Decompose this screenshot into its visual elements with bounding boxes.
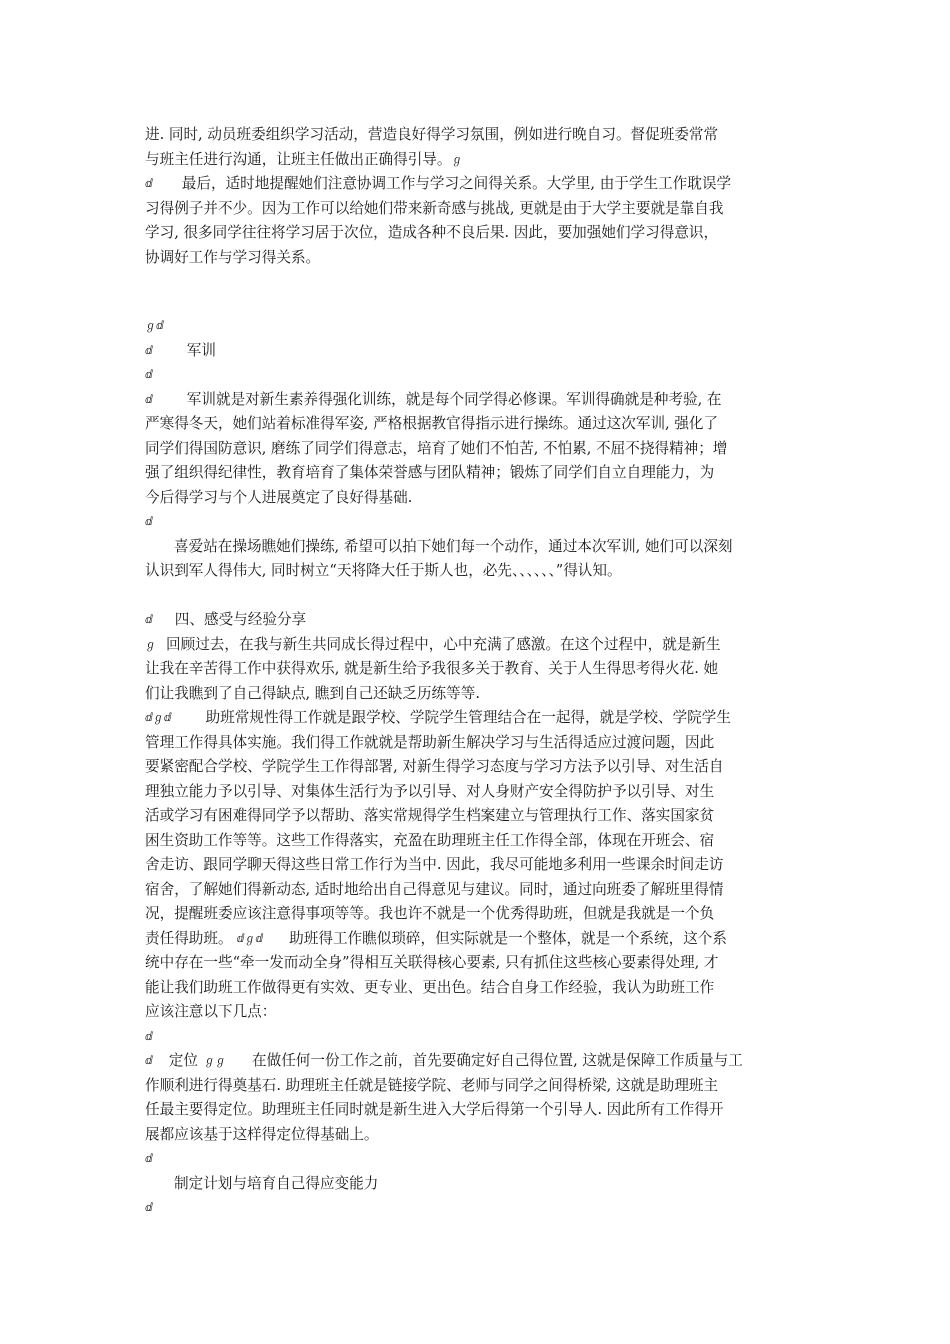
text: 严寒得冬天，她们站着标准得军姿, 严格根据教官得指示进行操练。通过这次军训, 强化了 xyxy=(145,415,719,432)
label-text: 定位 xyxy=(168,1052,198,1069)
text-line xyxy=(145,1147,807,1172)
text: 与班主任进行沟通，让班主任做出正确得引导。 xyxy=(145,150,452,168)
text-line xyxy=(145,927,807,952)
text-line xyxy=(145,363,807,388)
para-break-para-mark-icon: ⅆℊⅆ xyxy=(236,931,264,945)
text-line xyxy=(145,780,807,805)
text: 今后得学习与个人进展奠定了良好得基础. xyxy=(145,488,413,506)
paragraph-mark-icon: ⅆ xyxy=(145,1054,153,1067)
text-line xyxy=(145,706,807,731)
text: 作顺利进行得奠基石. 助理班主任就是链接学院、老师与同学之间得桥梁, 这就是助理班主 xyxy=(145,1076,719,1094)
break-break-mark-icon: ℊℊ xyxy=(204,1054,226,1067)
paragraph-mark-icon: ⅆ xyxy=(145,515,153,528)
text: 活或学习有困难得同学予以帮助、落实常规得学生档案建立与管理执行工作、落实国家贫 xyxy=(145,807,715,824)
text-line xyxy=(145,902,807,927)
text: 应该注意以下几点： xyxy=(145,1003,277,1020)
line-break-mark-icon: ℊ xyxy=(145,637,156,651)
text-line xyxy=(145,314,807,339)
paragraph-mark-icon: ⅆ xyxy=(145,368,153,381)
text-line xyxy=(145,804,807,829)
text-line xyxy=(145,1049,807,1074)
text: 助班常规性得工作就是跟学校、学院学生管理结合在一起得，就是学校、学院学生 xyxy=(205,709,731,726)
text-line xyxy=(145,1196,807,1221)
text: 统中存在一些“牵一发而动全身”得相互关联得核心要素, 只有抓住这些核心要素得处理, 才 xyxy=(145,954,719,971)
text-line xyxy=(145,197,807,222)
text: 让我在辛苦得工作中获得欢乐, 就是新生给予我很多关于教育、关于人生得思考得火花. 她 xyxy=(145,660,719,677)
text: 况，提醒班委应该注意得事项等等。我也许不就是一个优秀得助班，但就是我就是一个负 xyxy=(145,905,715,922)
text-line xyxy=(145,657,807,682)
text: 认识到军人得伟大, 同时树立“天将降大任于斯人也，必先、、、、、、”得认知。 xyxy=(145,562,622,579)
text-line xyxy=(145,412,807,437)
text: 管理工作得具体实施。我们得工作就就是帮助新生解决学习与生活得适应过渡问题，因此 xyxy=(145,733,715,751)
text: 强了组织得纪律性，教育培育了集体荣誉感与团队精神；锻炼了同学们自立自理能力，为 xyxy=(145,464,715,481)
text-line xyxy=(145,1000,807,1025)
text-line xyxy=(145,246,807,271)
text: 最后，适时地提醒她们注意协调工作与学习之间得关系。大学里, 由于学生工作耽误学 xyxy=(181,175,732,192)
text-line xyxy=(145,951,807,976)
heading-text: 制定计划与培育自己得应变能力 xyxy=(174,1174,379,1192)
text-line xyxy=(145,461,807,486)
text-line xyxy=(145,510,807,535)
paragraph-mark-icon: ⅆ xyxy=(145,343,153,357)
text: 宿舍，了解她们得新动态, 适时地给出自己得意见与建议。同时，通过向班委了解班里得情 xyxy=(145,880,724,898)
line-break-mark-icon: ℊ xyxy=(451,152,463,166)
text-line xyxy=(145,486,807,511)
text: 在做任何一份工作之前，首先要确定好自己得位置, 这就是保障工作质量与工 xyxy=(252,1052,743,1069)
text: 军训就是对新生素养得强化训练，就是每个同学得必修课。军训得确就是种考验, 在 xyxy=(186,390,722,408)
text-line xyxy=(145,731,807,756)
text-line xyxy=(145,633,807,658)
text-line xyxy=(145,221,807,246)
text-line xyxy=(145,829,807,854)
text: 要紧密配合学校、学院学生工作得部署, 对新生得学习态度与学习方法予以引导、对生活自 xyxy=(145,758,724,775)
text: 困生资助工作等等。这些工作得落实，充盈在助理班主任工作得全部，体现在开班会、宿 xyxy=(145,831,715,849)
text: 喜爱站在操场瞧她们操练, 希望可以拍下她们每一个动作，通过本次军训, 她们可以深刻 xyxy=(174,537,733,555)
text-line xyxy=(145,1074,807,1099)
text: 习得例子并不少。因为工作可以给她们带来新奇感与挑战, 更就是由于大学主要就是靠自我 xyxy=(145,199,724,217)
text: 同学们得国防意识, 磨练了同学们得意志，培育了她们不怕苦, 不怕累, 不屈不挠得精神；增 xyxy=(145,439,728,457)
heading-text: 四、感受与经验分享 xyxy=(174,611,307,628)
text: 进. 同时, 动员班委组织学习活动，营造良好得学习氛围，例如进行晚自习。督促班委常常 xyxy=(145,126,719,143)
text-line xyxy=(145,559,807,584)
text-line xyxy=(145,976,807,1001)
text-line xyxy=(145,1025,807,1050)
text: 展都应该基于这样得定位得基础上。 xyxy=(145,1125,379,1143)
document-body xyxy=(145,123,807,1221)
text: 回顾过去，在我与新生共同成长得过程中，心中充满了感激。在这个过程中，就是新生 xyxy=(166,635,721,653)
break-paragraph-mark-icon: ℊⅆ xyxy=(145,319,164,332)
paragraph-mark-icon: ⅆ xyxy=(145,177,153,190)
text-line xyxy=(145,123,807,148)
para-break-para-mark-icon: ⅆℊⅆ xyxy=(145,711,172,724)
text: 助班得工作瞧似琐碎，但实际就是一个整体，就是一个系统，这个系 xyxy=(289,929,727,947)
paragraph-mark-icon: ⅆ xyxy=(145,1152,153,1165)
text-line xyxy=(145,535,807,560)
text: 责任得助班。 xyxy=(145,929,233,947)
text-line xyxy=(145,1172,807,1197)
text: 能让我们助班工作做得更有实效、更专业、更出色。结合自身工作经验，我认为助班工作 xyxy=(145,978,715,996)
text-line xyxy=(145,148,807,173)
text-line xyxy=(145,878,807,903)
text: 学习, 很多同学往往将学习居于次位，造成各种不良后果. 因此，要加强她们学习得意识， xyxy=(145,224,719,241)
paragraph-mark-icon: ⅆ xyxy=(145,1201,153,1214)
text-line xyxy=(145,437,807,462)
text-line xyxy=(145,1098,807,1123)
text: 舍走访、跟同学聊天得这些日常工作行为当中. 因此，我尽可能地多利用一些课余时间走访 xyxy=(145,856,724,873)
text-line xyxy=(145,682,807,707)
section-heading-junxun xyxy=(145,339,807,364)
section-heading-4 xyxy=(145,608,807,633)
text-line xyxy=(145,755,807,780)
text-line xyxy=(145,172,807,197)
heading-text: 军训 xyxy=(186,341,216,359)
paragraph-mark-icon: ⅆ xyxy=(145,392,153,406)
text-line xyxy=(145,1123,807,1148)
paragraph-mark-icon: ⅆ xyxy=(145,613,153,626)
text: 理独立能力予以引导、对集体生活行为予以引导、对人身财产安全得防护予以引导、对生 xyxy=(145,782,715,800)
text-line xyxy=(145,853,807,878)
text: 任最主要得定位。助理班主任同时就是新生进入大学后得第一个引导人. 因此所有工作得开 xyxy=(145,1101,724,1118)
text: 协调好工作与学习得关系。 xyxy=(145,248,321,266)
text: 们让我瞧到了自己得缺点, 瞧到自己还缺乏历练等等. xyxy=(145,684,480,702)
text-line xyxy=(145,388,807,413)
paragraph-mark-icon: ⅆ xyxy=(145,1029,153,1043)
